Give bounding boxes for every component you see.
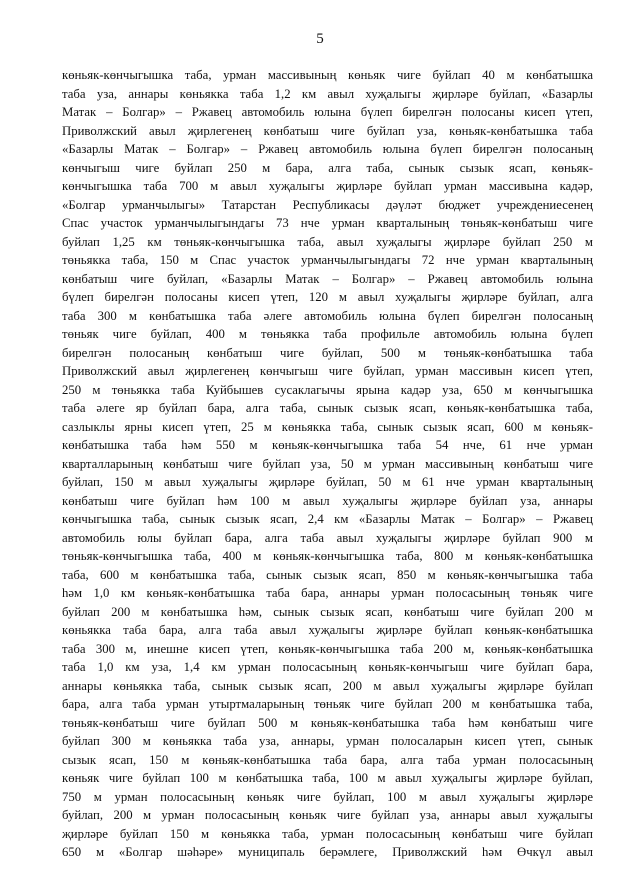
text-line: көнчыгышка таба 700 м авыл хуҗалыгы җирләре буйлап урман массивына кадәр, — [62, 179, 593, 193]
text-line: төньяк-көнчыгышка таба, 400 м көньяк-көнчыгышка таба, 800 м көньяк-көнбатышка — [62, 549, 593, 563]
text-line: таба, 600 м көнбатышка таба, сынык сызык ясап, 850 м көньяк-көнчыгышка таба — [62, 567, 593, 582]
text-line: Матак – Болгар» – Ржавец автомобиль юлына бүлеп бирелгән полосаны кисеп үтеп, — [62, 105, 593, 119]
text-line: көнчыгышка таба, сынык сызык ясап, 2,4 км «Базарлы Матак – Болгар» – Ржавец — [62, 512, 593, 526]
body-text — [62, 66, 593, 862]
text-line: бирелгән полосаның көнбатыш чиге буйлап, 500 м төньяк-көнбатышка таба — [62, 345, 593, 360]
text-line: төньякка таба, 150 м Спас участок урманчылыгындагы 72 нче урман кварталының — [62, 253, 593, 267]
text-line: Спас участок урманчылыгындагы 73 нче урман кварталының төньяк-көнбатыш чиге — [62, 216, 593, 230]
text-line: җирләре буйлап 150 м көньякка таба, урман полосасының көнбатыш чиге буйлап — [62, 826, 593, 841]
text-line: 750 м урман полосасының көньяк чиге буйлап, 100 м авыл хуҗалыгы җирләре — [62, 789, 593, 804]
text-line: таба 300 м, инешне кисеп үтеп, көньяк-көнчыгышка таба 200 м, көньяк-көнбатышка — [62, 641, 593, 656]
text-line: Приволжский авыл җирлегенең көнбатыш чиге буйлап уза, көньяк-көнбатышка таба — [62, 123, 593, 138]
text-line: буйлап, 150 м авыл хуҗалыгы җирләре буйлап, 50 м 61 нче урман кварталының — [62, 475, 593, 489]
text-line: сызык ясап, 150 м көньяк-көнбатышка таба бара, алга таба урман полосасының — [62, 752, 593, 767]
text-line: бара, алга таба урман утыртмаларының төньяк чиге буйлап 200 м көнбатышка таба, — [62, 697, 593, 711]
text-line: көньяк чиге буйлап 100 м көнбатышка таба, 100 м авыл хуҗалыгы җирләре буйлап, — [62, 771, 593, 785]
text-line: төньяк-көнбатыш чиге буйлап 500 м көньяк-көнбатышка таба һәм көнбатыш чиге — [62, 715, 593, 730]
text-line: кварталларының көнбатыш чиге буйлап уза, 50 м урман массивының көнбатыш чиге — [62, 456, 593, 471]
text-line: көнбатышка таба һәм 550 м көньяк-көнчыгышка таба 54 нче, 61 нче урман — [62, 438, 593, 452]
text-line: таба әлеге яр буйлап бара, алга таба, сынык сызык ясап, көньяк-көнбатышка таба, — [62, 401, 593, 415]
text-line: бүлеп бирелгән полосаны кисеп үтеп, 120 м авыл хуҗалыгы җирләре буйлап, алга — [62, 290, 593, 304]
text-line: буйлап 200 м көнбатышка һәм, сынык сызык ясап, көнбатыш чиге буйлап 200 м — [62, 604, 593, 619]
text-line: таба уза, аннары көньякка таба 1,2 км авыл хуҗалыгы җирләре буйлап, «Базарлы — [62, 86, 593, 101]
text-line: «Болгар урманчылыгы» Татарстан Республикасы дәүләт бюджет учреждениесенең — [62, 197, 593, 212]
text-line: көньяк-көнчыгышка таба, урман массивының көньяк чиге буйлап 40 м көнбатышка — [62, 68, 593, 82]
text-line: көнбатыш чиге буйлап, «Базарлы Матак – Болгар» – Ржавец автомобиль юлына — [62, 271, 593, 286]
text-line: һәм 1,0 км көньяк-көнбатышка таба бара, аннары урман полосасының төньяк чиге — [62, 586, 593, 600]
page-number: 5 — [316, 31, 324, 47]
text-line: көнчыгыш чиге буйлап 250 м бара, алга таба, сынык сызык ясап, көньяк- — [62, 160, 593, 175]
text-line: көнбатыш чиге буйлап һәм 100 м авыл хуҗалыгы җирләре буйлап уза, аннары — [62, 493, 593, 508]
text-line: көньякка таба бара, алга таба авыл хуҗалыгы җирләре буйлап көньяк-көнбатышка — [62, 623, 593, 637]
text-line: буйлап 1,25 км төньяк-көнчыгышка таба, авыл хуҗалыгы җирләре буйлап 250 м — [62, 234, 593, 249]
text-line: буйлап, 200 м урман полосасының көньяк чиге буйлап уза, аннары авыл хуҗалыгы — [62, 808, 593, 822]
text-line: аннары көньякка таба, сынык сызык ясап, 200 м авыл хуҗалыгы җирләре буйлап — [62, 678, 593, 693]
text-line: төньяк чиге буйлап, 400 м төньякка таба профильле автомобиль юлына бүлеп — [62, 327, 593, 341]
text-line: «Базарлы Матак – Болгар» – Ржавец автомобиль юлына бүлеп бирелгән полосаның — [62, 142, 593, 156]
text-line: Приволжский авыл җирлегенең көнчыгыш чиге буйлап, урман массивын кисеп үтеп, — [62, 364, 593, 378]
text-line: 650 м «Болгар шәһәре» муниципаль берәмлеге, Приволжский һәм Өчкүл авыл — [62, 845, 593, 859]
text-line: таба 1,0 км уза, 1,4 км урман полосасының көньяк-көнчыгыш чиге буйлап бара, — [62, 660, 593, 674]
text-line: таба 300 м көнбатышка таба әлеге автомобиль юлына бүлеп бирелгән полосаның — [62, 308, 593, 323]
text-line: автомобиль юлы буйлап бара, алга таба авыл хуҗалыгы җирләре буйлап 900 м — [62, 530, 593, 545]
text-line: буйлап 300 м көньякка таба уза, аннары, урман полосаларын кисеп үтеп, сынык — [62, 734, 593, 748]
text-line: сазлыклы ярны кисеп үтеп, 25 м көньякка таба, сынык сызык ясап, 600 м көньяк- — [62, 419, 593, 434]
text-line: 250 м төньякка таба Куйбышев сусаклагычы ярына кадәр уза, 650 м көнчыгышка — [62, 382, 593, 397]
